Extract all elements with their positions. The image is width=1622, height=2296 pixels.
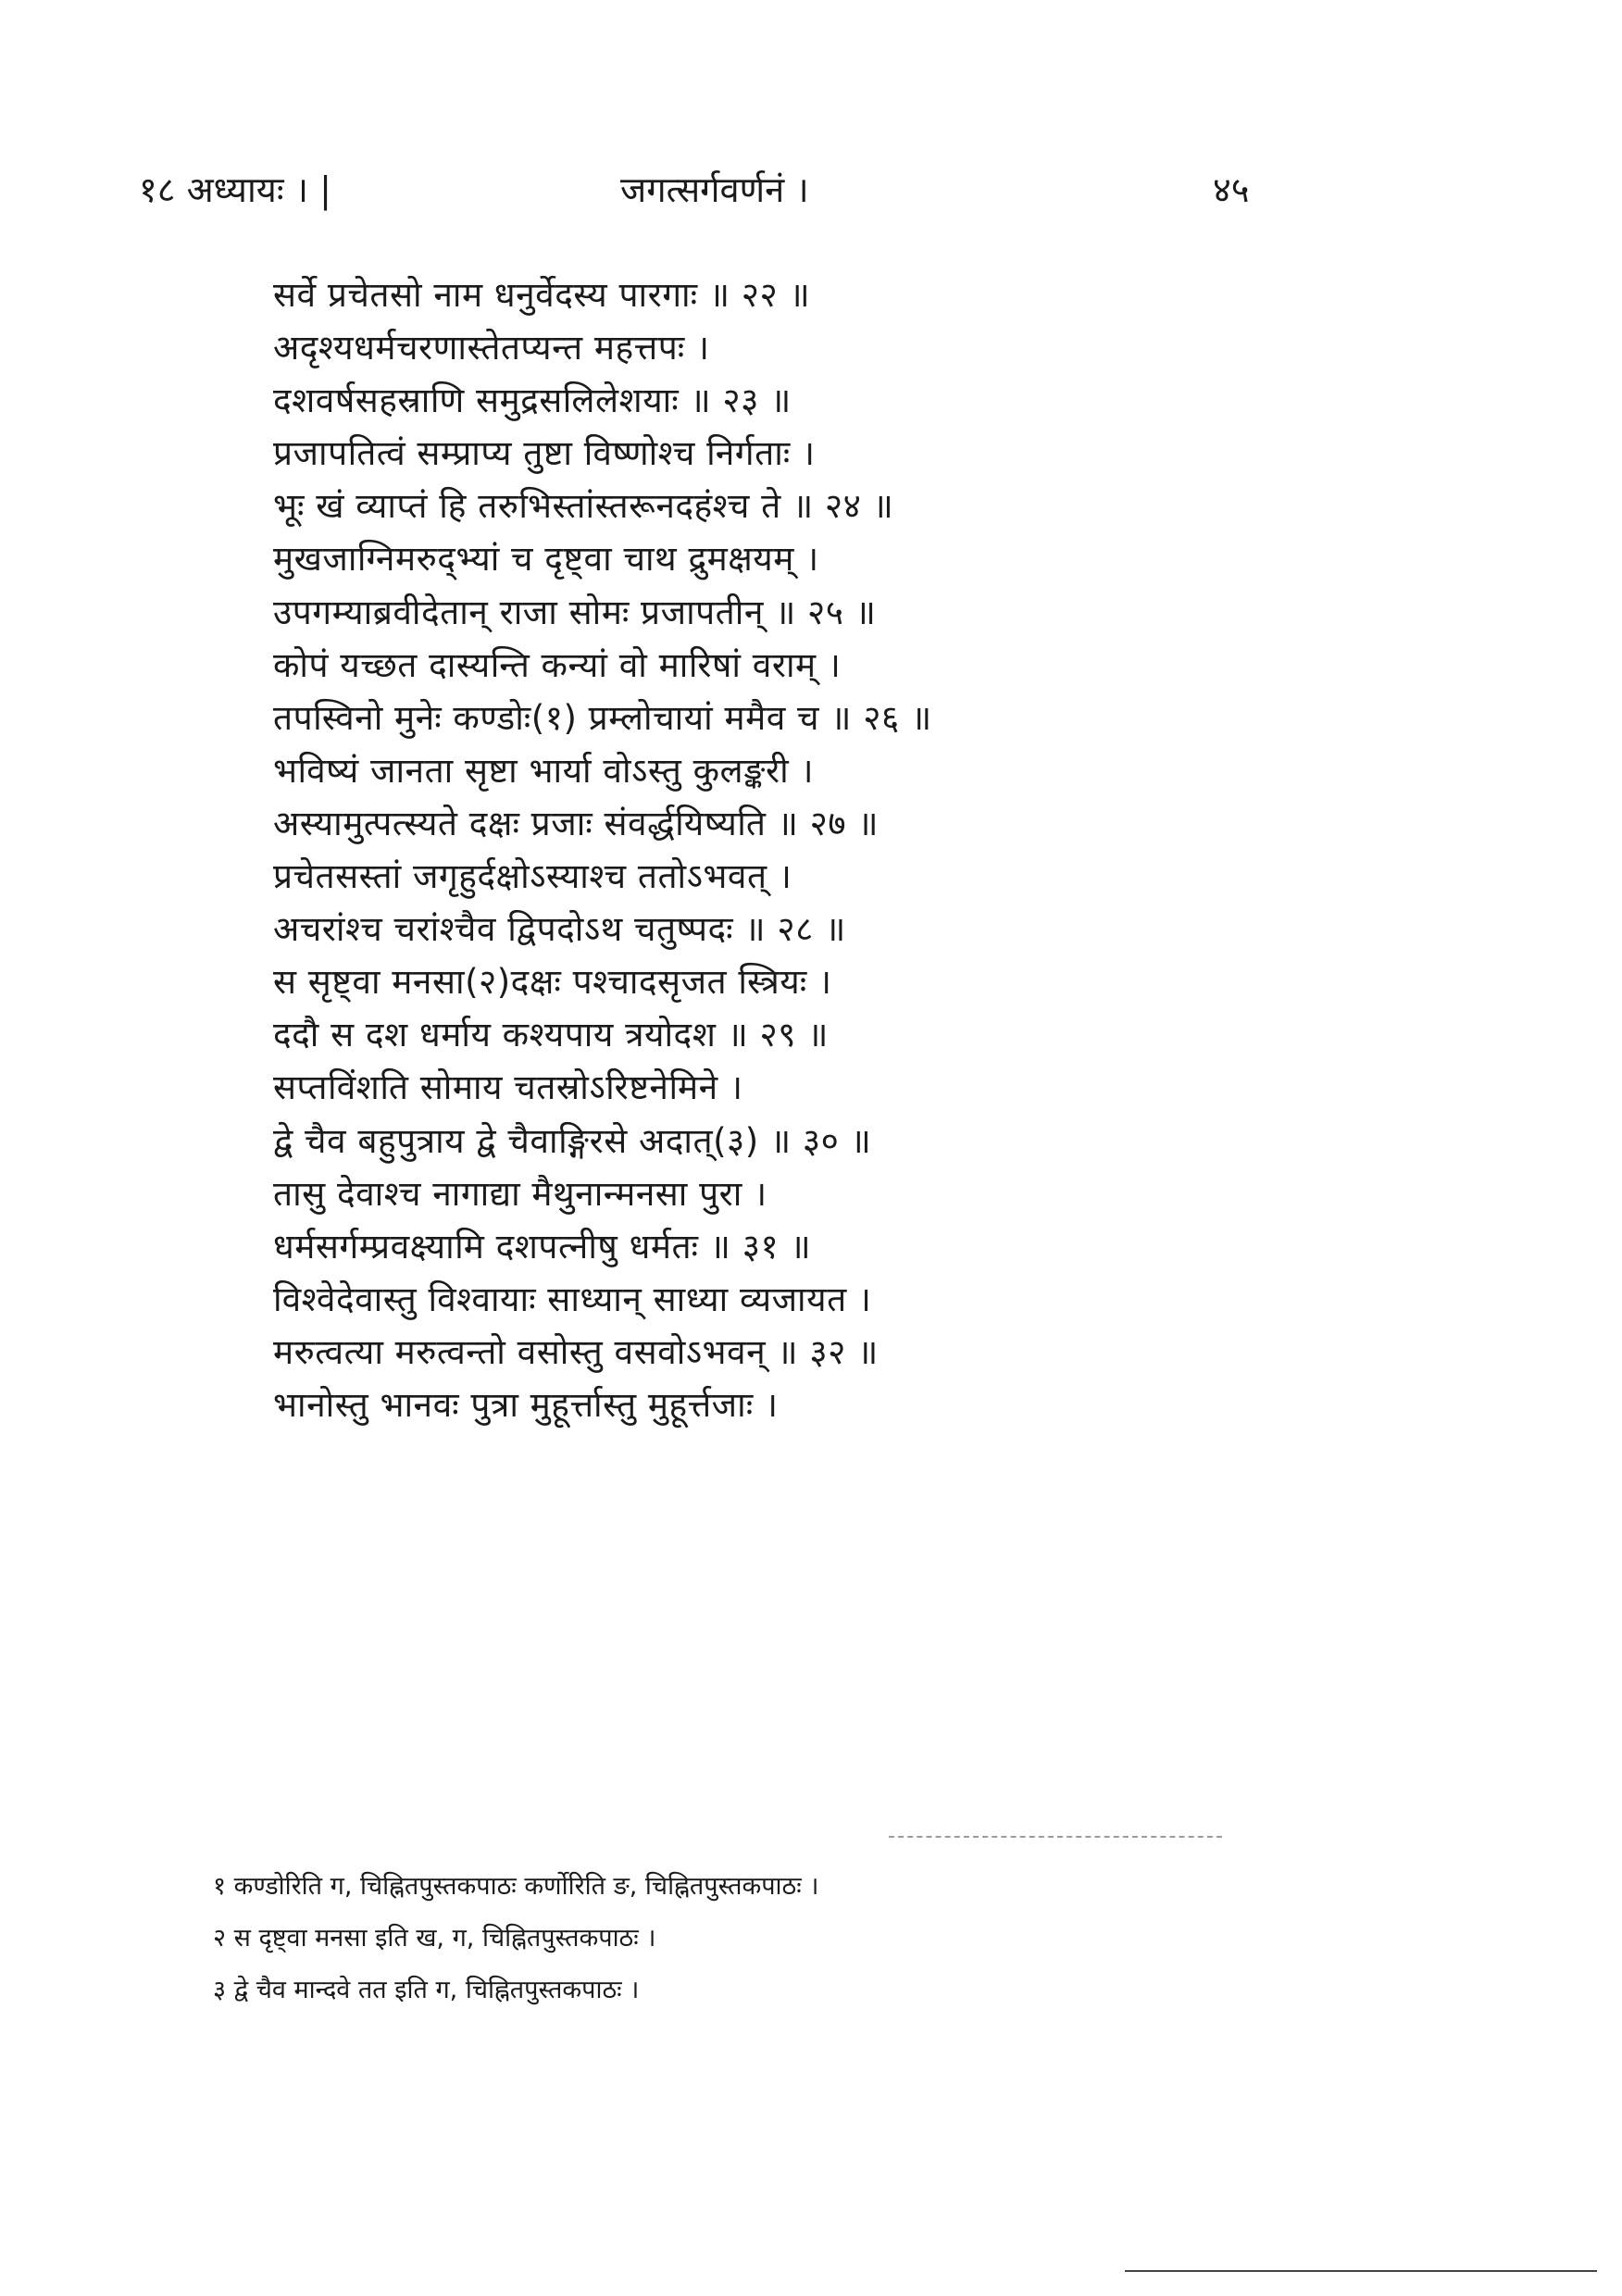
verse-line: सर्वे प्रचेतसो नाम धनुर्वेदस्य पारगाः ॥ २२ ॥ [273,275,811,315]
verse-block [273,268,1291,1431]
bottom-rule [1125,2270,1597,2272]
verse-line: उपगम्याब्रवीदेतान् राजा सोमः प्रजापतीन् ॥ २५ ॥ [273,592,877,632]
verse-line: दशवर्षसहस्राणि समुद्रसलिलेशयाः ॥ २३ ॥ [273,381,792,421]
chapter-label: १८ अध्यायः । | [139,169,331,210]
verse-line: द्वे चैव बहुपुत्राय द्वे चैवाङ्गिरसे अदात्(३) ॥ ३० ॥ [273,1120,872,1161]
footnote-item: २ स दृष्ट्वा मनसा इति ख, ग, चिह्नितपुस्तकपाठः । [213,1924,656,1953]
running-header [139,165,1268,220]
verse-line: स सृष्ट्वा मनसा(२)दक्षः पश्चादसृजत स्त्रियः । [273,962,832,1003]
verse-line: अस्यामुत्पत्स्यते दक्षः प्रजाः संवर्द्धयिष्यति ॥ २७ ॥ [273,803,880,843]
verse-line: अचरांश्च चरांश्चैव द्विपदोऽथ चतुष्पदः ॥ २८ ॥ [273,909,846,950]
verse-line: भानोस्तु भानवः पुत्रा मुहूर्त्तास्तु मुहूर्त्तजाः । [273,1384,779,1425]
verse-line: तासु देवाश्च नागाद्या मैथुनान्मनसा पुरा । [273,1173,767,1214]
verse-line: भविष्यं जानता सृष्टा भार्या वोऽस्तु कुलङ्करी । [273,750,814,791]
verse-line: प्रजापतित्वं सम्प्राप्य तुष्टा विष्णोश्च निर्गताः । [273,433,816,474]
verse-line: सप्तविंशति सोमाय चतस्रोऽरिष्टनेमिने । [273,1067,743,1108]
footnote-item: १ कण्डोरिति ग, चिह्नितपुस्तकपाठः कर्णोरिति ङ, चिह्नितपुस्तकपाठः । [213,1872,819,1901]
footnote-divider [889,1836,1222,1838]
verse-line: मुखजाग्निमरुद्भ्यां च दृष्ट्वा चाथ द्रुमक्षयम् । [273,539,819,580]
footnote-item: ३ द्वे चैव मान्दवे तत इति ग, चिह्नितपुस्तकपाठः । [213,1976,640,2004]
verse-line: तपस्विनो मुनेः कण्डोः(१) प्रम्लोचायां ममैव च ॥ २६ ॥ [273,697,932,738]
verse-line: धर्मसर्गम्प्रवक्ष्यामि दशपत्नीषु धर्मतः ॥ ३१ ॥ [273,1226,812,1267]
verse-line: विश्वेदेवास्तु विश्वायाः साध्यान् साध्या व्यजायत । [273,1279,872,1319]
verse-line: भूः खं व्याप्तं हि तरुभिस्तांस्तरूनदहंश्च ते ॥ २४ ॥ [273,486,894,527]
verse-line: अदृश्यधर्मचरणास्तेतप्यन्त महत्तपः । [273,328,710,368]
verse-line: ददौ स दश धर्माय कश्यपाय त्रयोदश ॥ २९ ॥ [273,1015,829,1055]
verse-line: मरुत्वत्या मरुत्वन्तो वसोस्तु वसवोऽभवन् ॥ ३२ ॥ [273,1331,879,1372]
verse-line: कोपं यच्छत दास्यन्ति कन्यां वो मारिषां वराम् । [273,644,842,685]
page-number: ४५ [1213,169,1250,210]
footnotes [213,1861,1278,2016]
section-title: जगत्सर्गवर्णनं । [620,169,809,210]
verse-line: प्रचेतसस्तां जगृहुर्दक्षोऽस्याश्च ततोऽभवत् । [273,856,792,897]
